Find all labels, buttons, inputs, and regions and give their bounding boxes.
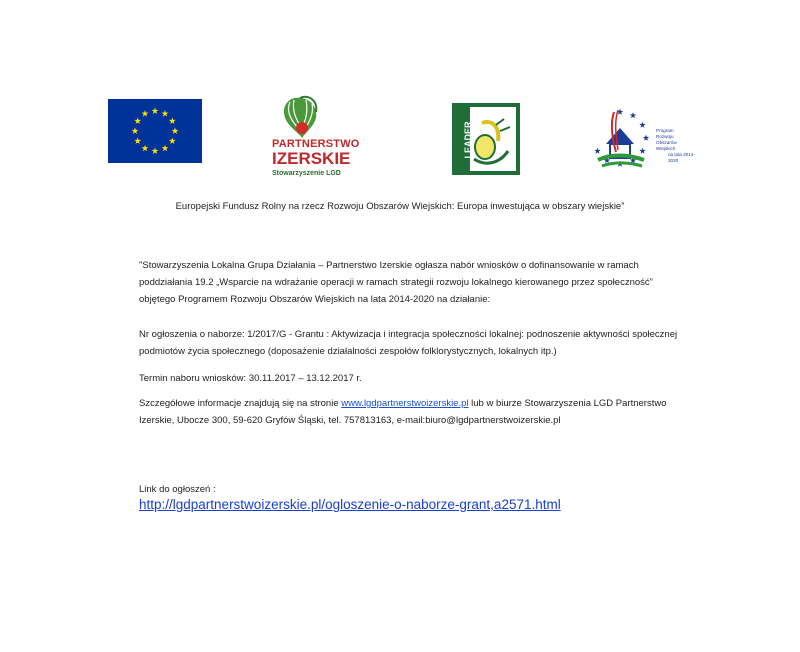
star-icon [643, 135, 649, 141]
details-line-2: Izerskie, Ubocze 300, 59-620 Gryfów Śląski, tel. 757813163, e-mail:biuro@lgdpartnerstwoizerskie.pl [139, 415, 561, 426]
eu-stars [108, 99, 202, 163]
star-icon [639, 122, 645, 128]
partnerstwo-line2: IZERSKIE [272, 149, 351, 168]
partnerstwo-line1: PARTNERSTWO [272, 138, 360, 150]
prow-logo [588, 104, 700, 174]
nr-line-1: Nr ogłoszenia o naborze: 1/2017/G - Grantu : Aktywizacja i integracja społeczności lokalnej: podnoszenie aktywności społecznej [139, 329, 678, 340]
page-subtitle: Europejski Fundusz Rolny na rzecz Rozwoju Obszarów Wiejskich: Europa inwestująca w obszary wiejskie” [175, 201, 625, 212]
deadline-paragraph [139, 370, 719, 387]
link-label: Link do ogłoszeń : [139, 484, 216, 495]
nr-line-2: podmiotów życia społecznego (doposażenie działalności zespołów folklorystycznych, lokalnych itp.) [139, 346, 557, 357]
prow-line-2: Rozwoju [656, 134, 674, 139]
prow-line-4: Wiejskich [656, 146, 676, 151]
star-icon [594, 148, 600, 154]
intro-paragraph [139, 257, 719, 308]
partnerstwo-line3: Stowarzyszenie LGD [272, 170, 341, 177]
announcement-link[interactable]: http://lgdpartnerstwoizerskie.pl/ogloszenie-o-naborze-grant,a2571.html [139, 497, 561, 512]
prow-line-1: Program [656, 128, 674, 133]
prow-icon [588, 104, 652, 174]
details-line-1 [139, 395, 719, 412]
eu-flag-icon [108, 99, 202, 163]
intro-line-1: "Stowarzyszenia Lokalna Grupa Działania – Partnerstwo Izerskie ogłasza nabór wniosków o dofinansowanie w ramach [139, 260, 639, 271]
termin-text: Termin naboru wniosków: 30.11.2017 – 13.12.2017 r. [139, 373, 362, 384]
star-icon [630, 112, 636, 118]
website-link[interactable]: www.lgdpartnerstwoizerskie.pl [341, 398, 469, 409]
partnerstwo-izerskie-logo [272, 92, 376, 182]
details-prefix: Szczegółowe informacje znajdują się na stronie [139, 398, 342, 409]
intro-line-2: poddziałania 19.2 „Wsparcie na wdrażanie operacji w ramach strategii rozwoju lokalnego kierowanego przez społeczność” [139, 277, 653, 288]
details-suffix: lub w biurze Stowarzyszenia LGD Partnerstwo [468, 398, 667, 409]
intro-line-3: objętego Programem Rozwoju Obszarów Wiejskich na lata 2014-2020 na działanie: [139, 294, 491, 305]
leader-logo [452, 103, 520, 175]
prow-line-5: na lata 2014-2020 [668, 152, 695, 163]
star-icon [639, 148, 645, 154]
prow-line-3: Obszarów [656, 140, 677, 145]
leader-text: LEADER [463, 121, 473, 159]
details-paragraph [139, 395, 719, 429]
logo-strip [0, 0, 800, 200]
announcement-number-paragraph [139, 326, 719, 360]
